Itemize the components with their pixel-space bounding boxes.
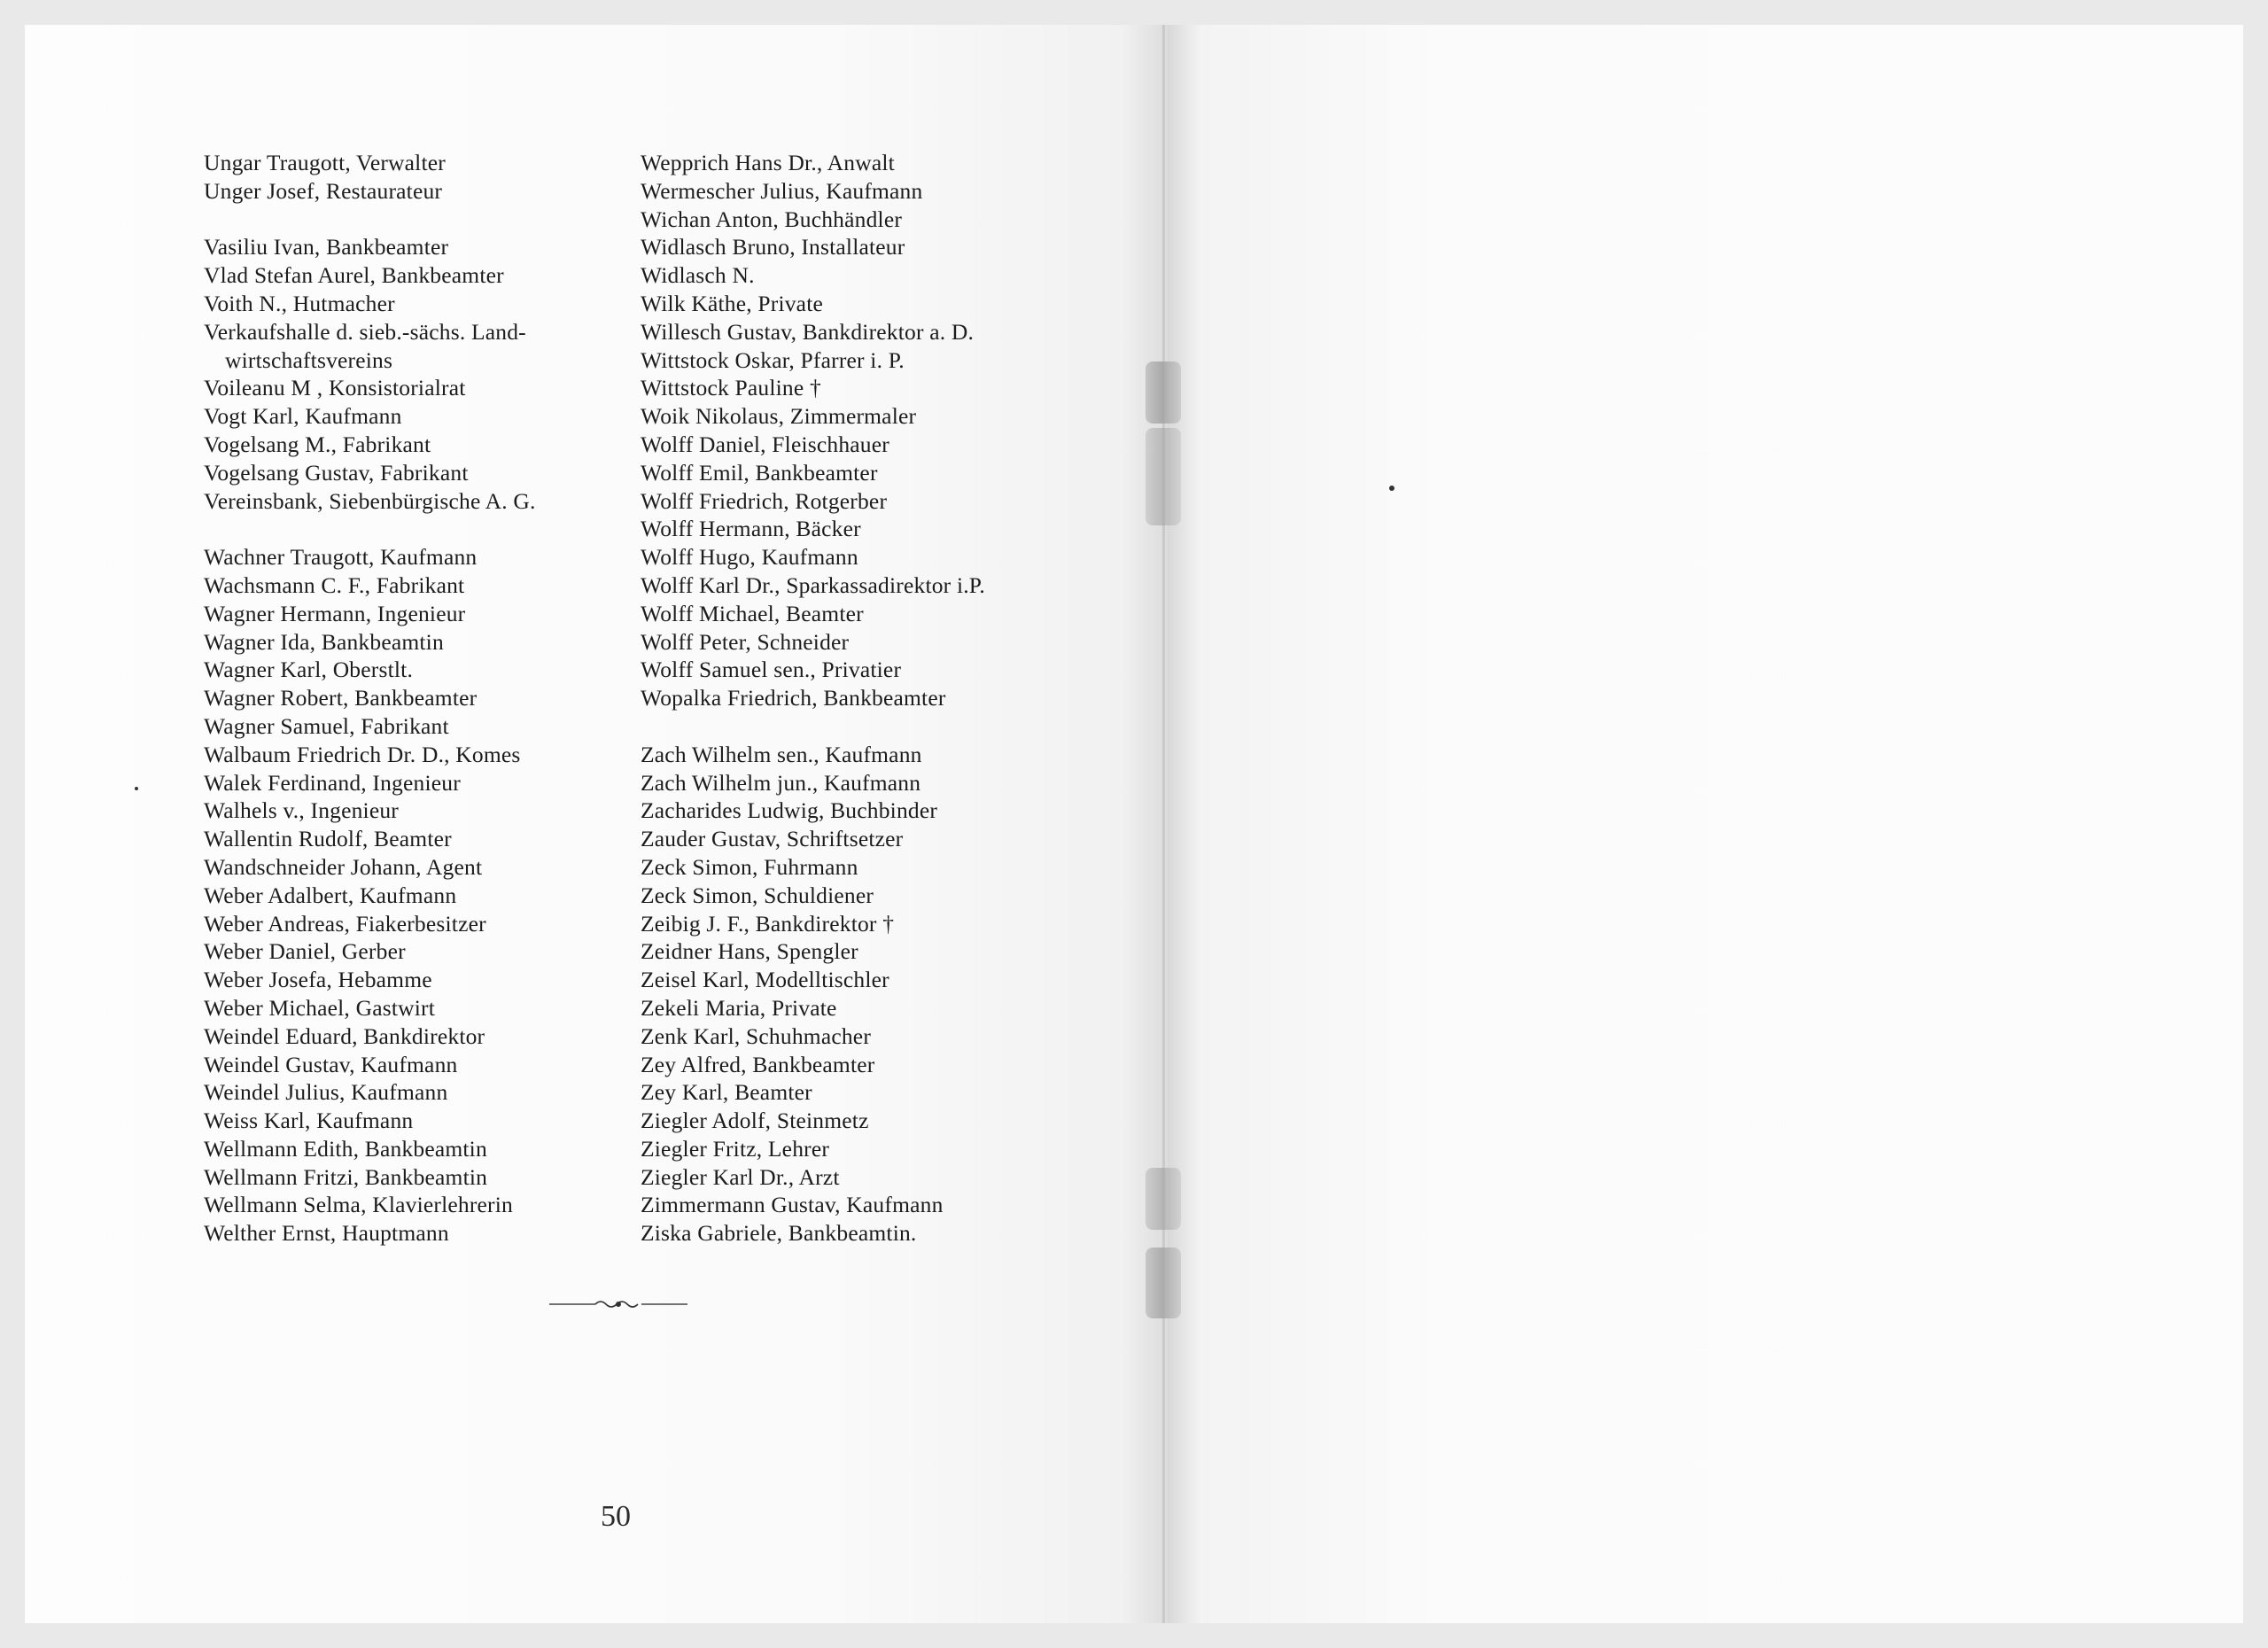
dust-speck — [135, 787, 138, 790]
directory-entry: Walbaum Friedrich Dr. D., Komes — [204, 741, 521, 767]
directory-entry: Wittstock Oskar, Pfarrer i. P. — [641, 346, 905, 373]
directory-entry: Ziegler Fritz, Lehrer — [641, 1135, 830, 1162]
directory-entry: Wagner Karl, Oberstlt. — [204, 657, 414, 683]
page-number: 50 — [601, 1500, 631, 1533]
directory-entry: Weber Adalbert, Kaufmann — [204, 882, 457, 908]
directory-entry: Zach Wilhelm jun., Kaufmann — [641, 769, 921, 796]
directory-entry: Wellmann Selma, Klavierlehrerin — [204, 1192, 513, 1218]
scanned-book-spread — [25, 25, 2243, 1623]
section-gap — [204, 206, 647, 234]
directory-entry: Weber Daniel, Gerber — [204, 938, 406, 965]
scroll-ornament-icon — [549, 1295, 687, 1313]
directory-entry: Wachner Traugott, Kaufmann — [204, 544, 478, 571]
directory-entry: Zeck Simon, Fuhrmann — [641, 853, 858, 880]
directory-entry: Weber Michael, Gastwirt — [204, 994, 435, 1021]
directory-entry: Zeck Simon, Schuldiener — [641, 882, 874, 908]
staple-shadow-upper — [1146, 428, 1181, 525]
directory-entry: Zeibig J. F., Bankdirektor † — [641, 910, 895, 937]
directory-entry: Wolff Daniel, Fleischhauer — [641, 431, 889, 457]
directory-entry: Ziegler Karl Dr., Arzt — [641, 1163, 840, 1190]
directory-entry: Vogelsang Gustav, Fabrikant — [204, 459, 469, 486]
directory-entry: Zacharides Ludwig, Buchbinder — [641, 797, 938, 824]
directory-entry: Unger Josef, Restaurateur — [204, 177, 443, 204]
directory-entry: Walek Ferdinand, Ingenieur — [204, 769, 461, 796]
directory-entry: Wellmann Fritzi, Bankbeamtin — [204, 1163, 488, 1190]
directory-entry: Voileanu M , Konsistorialrat — [204, 375, 466, 401]
directory-entry: Wolff Michael, Beamter — [641, 600, 864, 626]
section-gap — [641, 712, 1101, 741]
directory-column-right — [641, 149, 1101, 1248]
directory-entry: Walhels v., Ingenieur — [204, 797, 400, 824]
directory-entry: Wagner Hermann, Ingenieur — [204, 600, 466, 626]
directory-entry: Wolff Samuel sen., Privatier — [641, 657, 902, 683]
directory-entry: Wolff Hermann, Bäcker — [641, 516, 861, 542]
directory-entry: Weindel Eduard, Bankdirektor — [204, 1022, 485, 1049]
staple-mark-lower — [1146, 1168, 1181, 1230]
directory-entry: Voith N., Hutmacher — [204, 290, 395, 316]
directory-entry: Zey Alfred, Bankbeamter — [641, 1051, 875, 1077]
directory-entry: Vogt Karl, Kaufmann — [204, 403, 402, 430]
staple-mark-upper — [1146, 361, 1181, 424]
directory-column-left — [204, 149, 647, 1248]
directory-entry: Wopalka Friedrich, Bankbeamter — [641, 685, 946, 711]
directory-entry: Wandschneider Johann, Agent — [204, 853, 483, 880]
directory-entry: Vogelsang M., Fabrikant — [204, 431, 431, 457]
directory-entry: Wachsmann C. F., Fabrikant — [204, 571, 465, 598]
directory-entry: Ziegler Adolf, Steinmetz — [641, 1108, 869, 1134]
directory-entry: Wolff Friedrich, Rotgerber — [641, 487, 888, 514]
directory-entry: Wilk Käthe, Private — [641, 290, 824, 316]
directory-entry: Vasiliu Ivan, Bankbeamter — [204, 234, 449, 260]
directory-entry: Vereinsbank, Siebenbürgische A. G. — [204, 487, 536, 514]
directory-entry: Wolff Emil, Bankbeamter — [641, 459, 878, 486]
directory-entry: Wagner Samuel, Fabrikant — [204, 712, 449, 739]
dust-speck — [1389, 486, 1394, 491]
directory-entry: Woik Nikolaus, Zimmermaler — [641, 403, 917, 430]
directory-entry: Vlad Stefan Aurel, Bankbeamter — [204, 262, 504, 289]
directory-entry: Wolff Karl Dr., Sparkassadirektor i.P. — [641, 571, 985, 598]
directory-entry: Weber Josefa, Hebamme — [204, 967, 432, 993]
directory-entry: Widlasch Bruno, Installateur — [641, 234, 905, 260]
directory-entry: Weindel Gustav, Kaufmann — [204, 1051, 458, 1077]
directory-entry: Zeisel Karl, Modelltischler — [641, 967, 889, 993]
directory-entry: Zach Wilhelm sen., Kaufmann — [641, 741, 922, 767]
directory-entry: Wallentin Rudolf, Beamter — [204, 826, 452, 852]
directory-entry: Wellmann Edith, Bankbeamtin — [204, 1135, 487, 1162]
directory-entry: Weindel Julius, Kaufmann — [204, 1079, 448, 1106]
directory-entry: Wittstock Pauline † — [641, 375, 821, 401]
directory-entry: Zekeli Maria, Private — [641, 994, 837, 1021]
directory-entry: Ziska Gabriele, Bankbeamtin. — [641, 1220, 917, 1247]
book-gutter — [1162, 25, 1165, 1623]
directory-entry: Zauder Gustav, Schriftsetzer — [641, 826, 904, 852]
staple-shadow-lower — [1146, 1248, 1181, 1318]
directory-entry: Weiss Karl, Kaufmann — [204, 1108, 414, 1134]
directory-entry: Wagner Ida, Bankbeamtin — [204, 628, 444, 655]
right-page-blank — [1168, 25, 2243, 1623]
directory-entry: Wepprich Hans Dr., Anwalt — [641, 150, 895, 175]
directory-entry: Zeidner Hans, Spengler — [641, 938, 858, 965]
directory-entry: Zey Karl, Beamter — [641, 1079, 812, 1106]
directory-entry: Willesch Gustav, Bankdirektor a. D. — [641, 318, 975, 345]
directory-entry: Zenk Karl, Schuhmacher — [641, 1022, 872, 1049]
directory-entry: Welther Ernst, Hauptmann — [204, 1220, 449, 1247]
directory-entry: Wolff Peter, Schneider — [641, 628, 850, 655]
directory-entry: Zimmermann Gustav, Kaufmann — [641, 1192, 944, 1218]
directory-entry: Ungar Traugott, Verwalter — [204, 150, 446, 175]
directory-entry: Wagner Robert, Bankbeamter — [204, 685, 478, 711]
section-gap — [204, 515, 647, 543]
directory-entry: Wermescher Julius, Kaufmann — [641, 177, 923, 204]
directory-entry: Widlasch N. — [641, 262, 755, 289]
directory-entry: Verkaufshalle d. sieb.-sächs. Land- — [204, 318, 526, 345]
directory-entry: Wolff Hugo, Kaufmann — [641, 544, 858, 571]
directory-entry: wirtschaftsvereins — [225, 346, 393, 373]
directory-entry: Weber Andreas, Fiakerbesitzer — [204, 910, 486, 937]
directory-entry: Wichan Anton, Buchhändler — [641, 206, 903, 232]
